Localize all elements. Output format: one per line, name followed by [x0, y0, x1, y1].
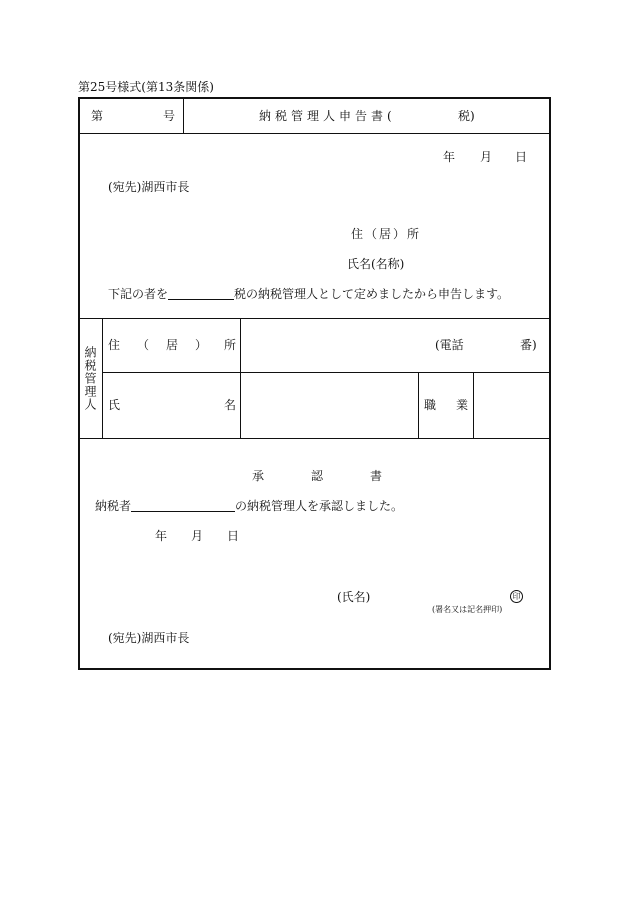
label-char: 居 [378, 227, 391, 241]
title-row-divider [78, 133, 551, 134]
agent-side-label: 納税管理人 [83, 345, 97, 411]
label-char: （ [364, 227, 377, 241]
declarant-address-label [351, 228, 419, 240]
agent-phone-close: 番) [520, 338, 537, 352]
number-prefix: 第 [91, 109, 104, 123]
declaration-date-day: 日 [515, 150, 528, 164]
approval-statement-after: の納税管理人を承認しました。 [235, 499, 404, 513]
occupation-label-left-divider [418, 372, 419, 438]
declarant-name-label: 氏名(名称) [347, 257, 405, 271]
form-title: 納税管理人申告書( [259, 109, 396, 123]
label-char: 住 [351, 227, 364, 241]
label-char: 書 [369, 469, 382, 483]
approval-statement [95, 500, 403, 512]
tax-type-underline-blank [168, 288, 234, 300]
agent-side-label-divider [102, 318, 103, 438]
agent-name-label [108, 399, 236, 411]
label-char: 名 [223, 398, 236, 412]
seal-mark-char: 印 [512, 591, 521, 601]
approval-title [252, 470, 382, 482]
agent-occupation-value-cell [474, 373, 551, 438]
declaration-date-month: 月 [480, 150, 493, 164]
approval-addressee: (宛先)湖西市長 [108, 631, 190, 645]
label-char: ） [194, 338, 207, 352]
label-char: （ [136, 338, 149, 352]
declaration-date-year: 年 [443, 150, 456, 164]
declaration-statement-after: 税の納税管理人として定めましたから申告します。 [234, 287, 510, 301]
declaration-addressee: (宛先)湖西市長 [108, 180, 190, 194]
approval-signer-label: (氏名) [337, 590, 371, 604]
label-char: 認 [310, 469, 323, 483]
agent-address-label [108, 339, 236, 351]
approval-statement-before: 納税者 [95, 499, 132, 513]
agent-row-divider [78, 438, 551, 439]
label-char: 所 [223, 338, 236, 352]
agent-occupation-label [424, 399, 468, 411]
taxpayer-underline-blank [131, 500, 235, 512]
label-char: 居 [165, 338, 178, 352]
approval-date-day: 日 [227, 529, 240, 543]
label-char: 住 [108, 338, 121, 352]
label-char: 所 [406, 227, 419, 241]
agent-name-value-cell [241, 373, 418, 438]
label-char: 業 [455, 398, 468, 412]
declaration-statement [108, 288, 509, 300]
form-number-label: 第25号様式(第13条関係) [78, 80, 214, 94]
tax-type-blank [400, 104, 454, 128]
approval-date-month: 月 [191, 529, 204, 543]
agent-phone-open: (電話 [435, 338, 464, 352]
label-char: 職 [424, 398, 437, 412]
label-char: ） [392, 227, 405, 241]
form-title-tax-suffix: 税) [458, 109, 475, 123]
seal-mark-icon [510, 590, 523, 603]
seal-note: (署名又は記名押印) [432, 605, 503, 614]
number-suffix: 号 [163, 109, 176, 123]
agent-address-value-cell [241, 319, 551, 372]
label-char: 氏 [108, 398, 121, 412]
agent-side-label-cell [78, 318, 102, 438]
approval-date-year: 年 [155, 529, 168, 543]
number-cell-divider [183, 97, 184, 133]
label-char: 承 [252, 469, 265, 483]
declaration-statement-before: 下記の者を [108, 287, 169, 301]
